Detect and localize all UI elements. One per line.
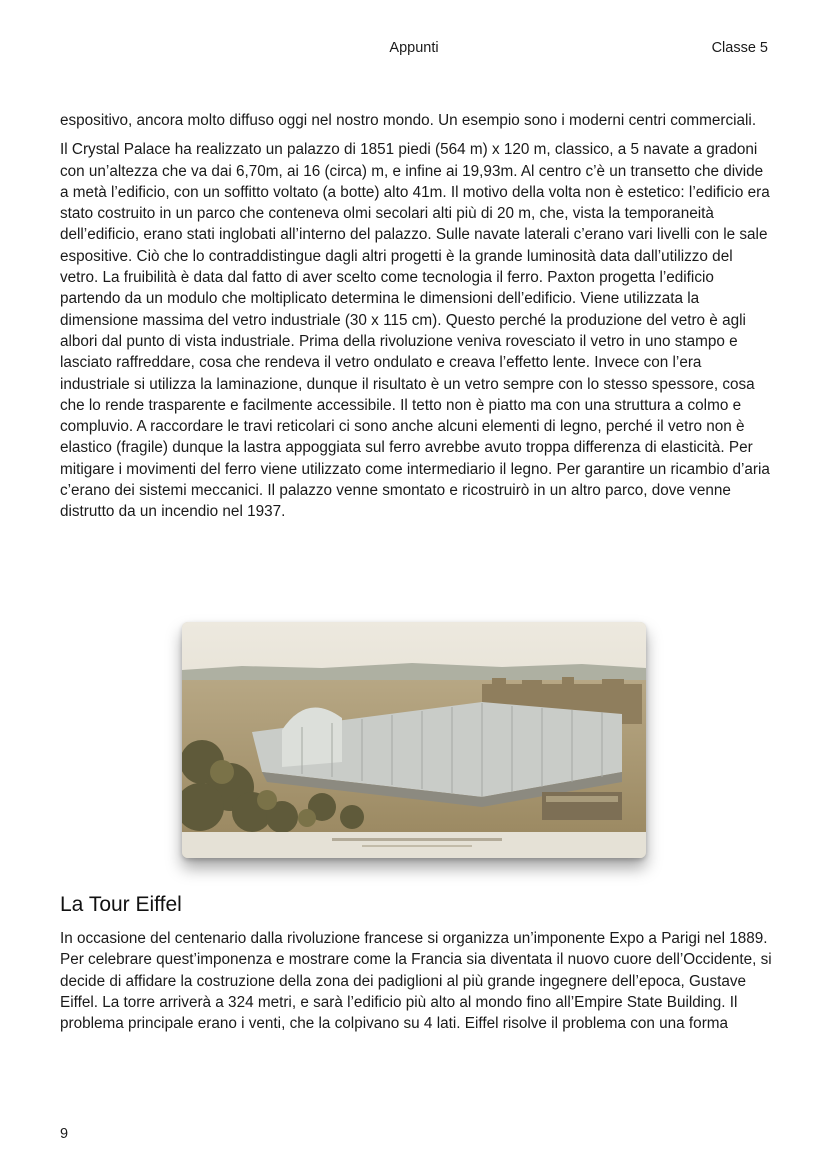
paragraph-intro: espositivo, ancora molto diffuso oggi nel nostro mondo. Un esempio sono i moderni centri commerciali. xyxy=(60,112,757,129)
page-number: 9 xyxy=(60,1126,69,1142)
header-title: Appunti xyxy=(389,40,439,56)
header-class-label: Classe 5 xyxy=(711,40,768,56)
paragraph-eiffel: In occasione del centenario dalla rivoluzione francese si organizza un’imponente Expo a Parigi nel 1889. Per celebrare quest’imponenza e mostrare come la Francia sia diventata il nuovo cuore dell’Occidente, si decide di affidare la costruzione della zona dei padiglioni al più grande ingegnere dell’epoca, Gustave Eiffel. La torre arriverà a 324 metri, e sarà l’edificio più alto al mondo fino all’Empire State Building. Il problema principale erano i venti, che la colpivano su 4 lati. Eiffel risolve il problema con una forma xyxy=(60,930,772,1033)
section-body xyxy=(60,928,772,1042)
body-text xyxy=(60,110,772,531)
section-title: La Tour Eiffel xyxy=(60,893,182,916)
crystal-palace-illustration xyxy=(182,622,646,858)
paragraph-crystal-palace: Il Crystal Palace ha realizzato un palazzo di 1851 piedi (564 m) x 120 m, classico, a 5 navate a gradoni con un’altezza che va dai 6,70m, ai 16 (circa) m, e infine ai 19,93m. Al centro c’è un transetto che divide a metà l’edificio, con un soffitto voltato (a botte) alto 41m. Il motivo della volta non è estetico: l’edificio era stato costruito in un parco che conteneva olmi secolari alti più di 20 m, che, vista la temporaneità dell’edificio, erano stati inglobati all’interno del palazzo. Sulle navate laterali c’erano vari livelli con le sale espositive. Ciò che lo contraddistingue dagli altri progetti è la grande luminosità data dall’utilizzo del vetro. La fruibilità è data dal fatto di aver scelto come tecnologia il ferro. Paxton progetta l’edificio partendo da un modulo che moltiplicato determina le dimensioni dell’edificio. Viene utilizzata la dimensione massima del vetro industriale (30 x 115 cm). Questo perché la produzione del vetro è agli albori dal punto di vista industriale. Prima della rivoluzione veniva rovesciato il vetro in uno stampo e lasciato raffreddare, cosa che rendeva il vetro ondulato e creava l’effetto lente. Invece con l’era industriale si utilizza la laminazione, dunque il risultato è un vetro sempre con lo stesso spessore, cosa che lo rende trasparente e facilmente accessibile. Il tetto non è piatto ma con una struttura a colmo e compluvio. A raccordare le travi reticolari ci sono anche alcuni elementi di legno, perché il vetro non è elastico (fragile) dunque la lastra appoggiata sul ferro avrebbe avuto troppa differenza di elasticità. Per mitigare i movimenti del ferro viene utilizzato come intermediario il legno. Per garantire un ricambio d’aria c’erano dei sistemi meccanici. Il palazzo venne smontato e ricostruirò in un altro parco, dove venne distrutto da un incendio nel 1937. xyxy=(60,141,770,521)
